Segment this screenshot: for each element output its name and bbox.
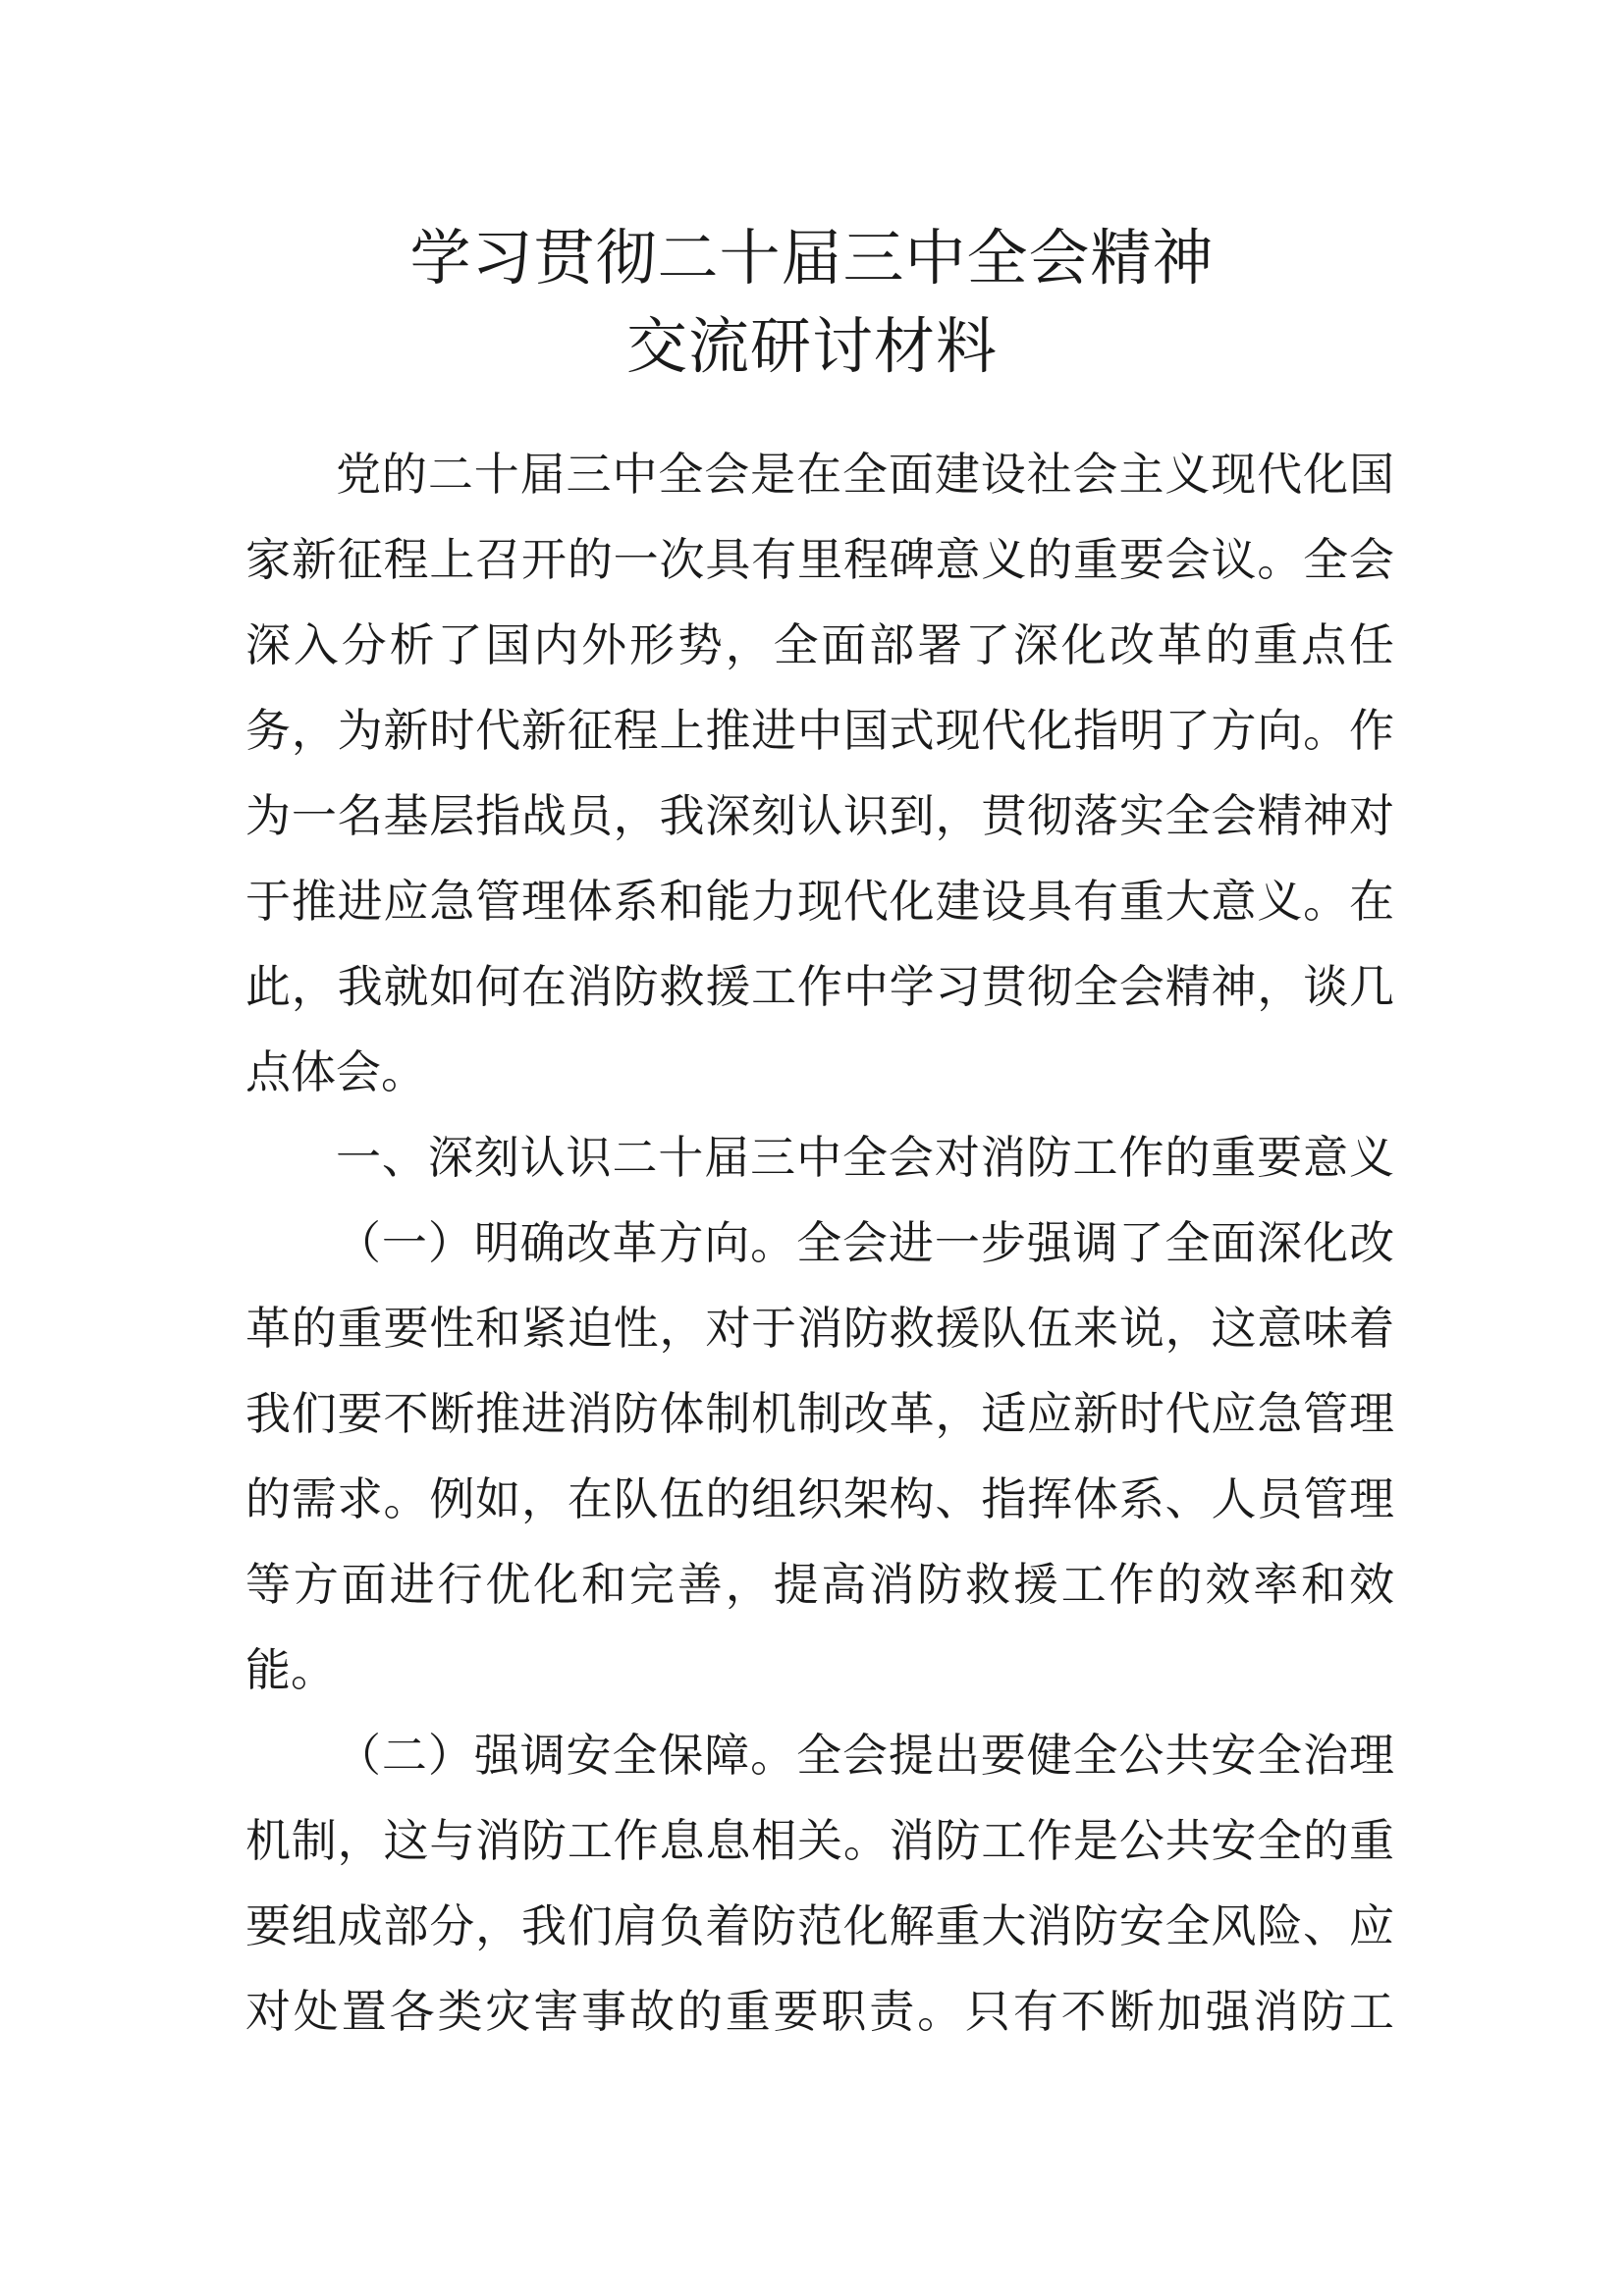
body-line: 于推进应急管理体系和能力现代化建设具有重大意义。在 [245,875,1395,928]
body-line: 机制，这与消防工作息息相关。消防工作是公共安全的重 [245,1814,1395,1867]
document-title [0,214,1624,391]
body-line: 我们要不断推进消防体制机制改革，适应新时代应急管理 [245,1387,1395,1440]
body-line: 为一名基层指战员，我深刻认识到，贯彻落实全会精神对 [245,789,1395,842]
body-line: 务，为新时代新征程上推进中国式现代化指明了方向。作 [245,704,1395,757]
body-line: 的需求。例如，在队伍的组织架构、指挥体系、人员管理 [245,1472,1395,1525]
body-line: （二）强调安全保障。全会提出要健全公共安全治理 [336,1729,1395,1782]
title-line-2: 交流研讨材料 [625,310,998,382]
body-line: 点体会。 [245,1045,426,1098]
body-line: 对处置各类灾害事故的重要职责。只有不断加强消防工 [245,1985,1397,2038]
title-line-1: 学习贯彻二十届三中全会精神 [409,222,1215,294]
body-line: 革的重要性和紧迫性，对于消防救援队伍来说，这意味着 [245,1302,1395,1355]
body-line: 等方面进行优化和完善，提高消防救援工作的效率和效 [245,1558,1397,1611]
body-line: 一、深刻认识二十届三中全会对消防工作的重要意义 [336,1131,1395,1184]
body-line: 要组成部分，我们肩负着防范化解重大消防安全风险、应 [245,1899,1395,1952]
body-line: （一）明确改革方向。全会进一步强调了全面深化改 [336,1216,1395,1269]
body-line: 能。 [245,1643,336,1696]
body-line: 此，我就如何在消防救援工作中学习贯彻全会精神，谈几 [245,960,1395,1013]
body-line: 党的二十届三中全会是在全面建设社会主义现代化国 [336,448,1395,501]
document-body [245,432,1397,2055]
body-line: 深入分析了国内外形势，全面部署了深化改革的重点任 [245,618,1397,671]
body-line: 家新征程上召开的一次具有里程碑意义的重要会议。全会 [245,533,1395,586]
